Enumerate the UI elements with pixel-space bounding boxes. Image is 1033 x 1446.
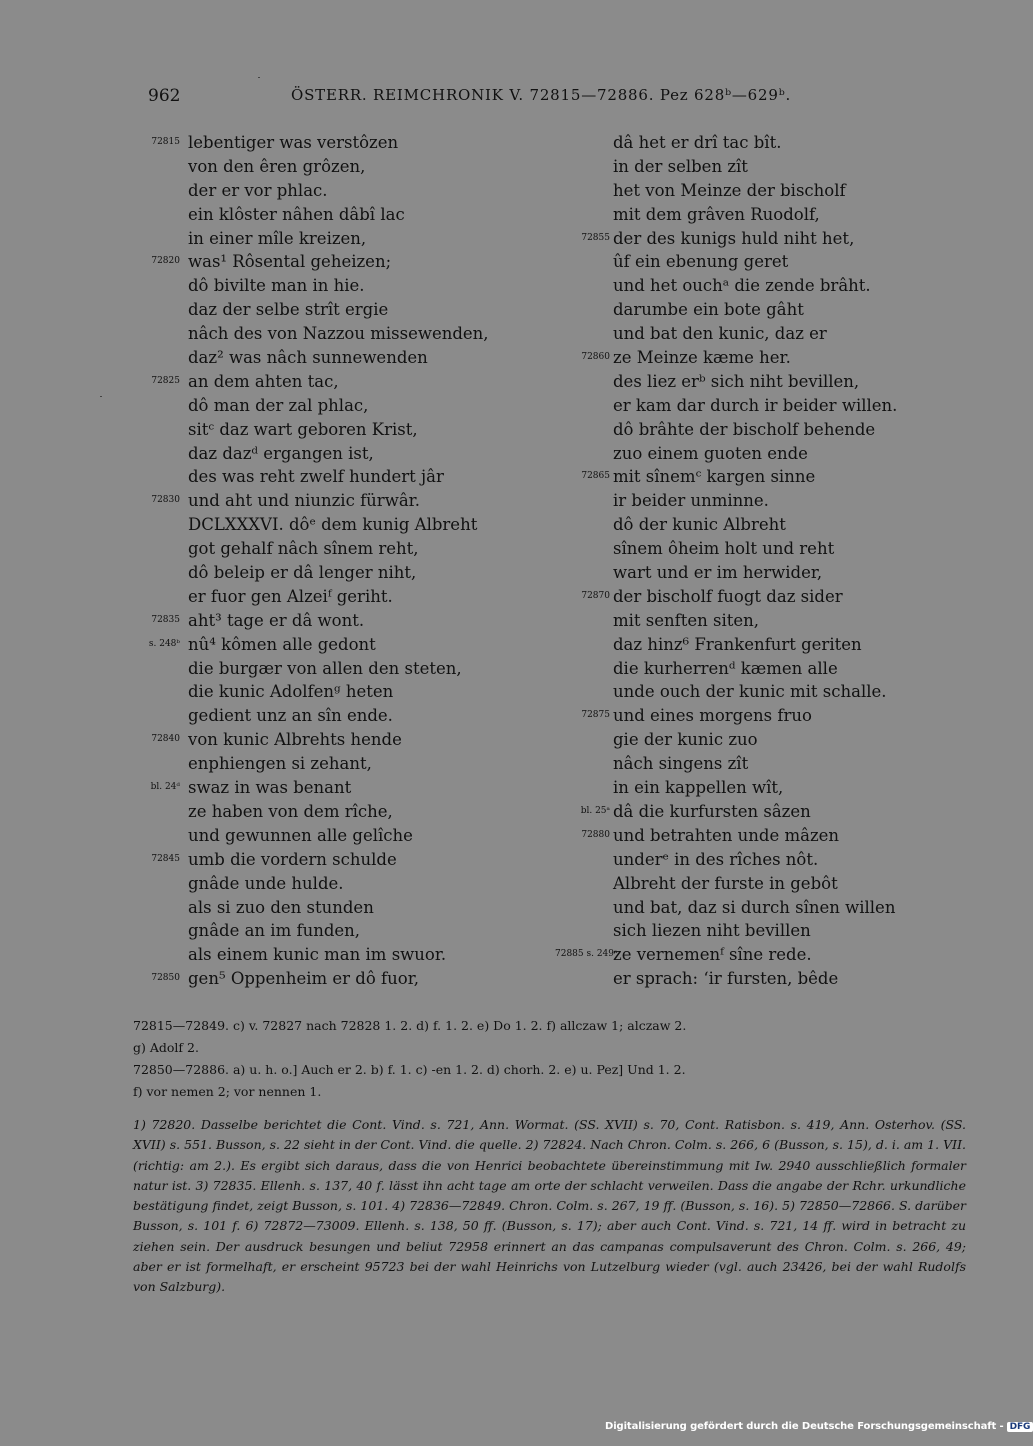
verse-text: aht³ tage er dâ wont. [188,610,365,630]
verse-line [130,322,560,346]
verse-line [130,346,560,370]
verse-text: DCLXXXVI. dôᵉ dem kunig Albreht [188,515,478,535]
verse-line [555,609,955,633]
verse-text: nû⁴ kômen alle gedont [188,634,376,654]
verse-line [130,752,560,776]
verse-line [555,943,955,967]
verse-line [130,848,560,872]
verse-line [130,800,560,824]
verse-line [555,465,955,489]
verse-line [555,800,955,824]
verse-text: die kunic Adolfenᵍ heten [188,682,394,702]
running-title: ÖSTERR. REIMCHRONIK V. 72815—72886. Pez 628ᵇ—629ᵇ. [291,86,792,104]
line-number: 72845 [151,853,180,864]
verse-text: und bat, daz si durch sînen willen [613,897,896,917]
verse-line [130,155,560,179]
verse-line [130,250,560,274]
verse-text: ze Meinze kæme her. [613,348,791,368]
verse-line [130,442,560,466]
verse-line [555,179,955,203]
verse-line [130,824,560,848]
verse-line [555,227,955,251]
verse-line [555,203,955,227]
verse-text: ein klôster nâhen dâbî lac [188,204,405,224]
verse-text: ze vernemenᶠ sîne rede. [613,945,812,965]
verse-line [555,585,955,609]
verse-text: dô man der zal phlac, [188,395,369,415]
verse-line [555,776,955,800]
verse-text: von den êren grôzen, [188,156,366,176]
verse-text: unde ouch der kunic mit schalle. [613,682,887,702]
verse-line [130,298,560,322]
verse-line [130,179,560,203]
verse-line [130,465,560,489]
variant-line: g) Adolf 2. [133,1040,199,1055]
line-number: 72835 [151,614,180,625]
verse-text: enphiengen si zehant, [188,754,372,774]
verse-text: der des kunigs huld niht het, [613,228,855,248]
verse-text: dô der kunic Albreht [613,515,786,535]
verse-text: wart und er im herwider, [613,563,823,583]
line-number: bl. 25ᵃ [580,805,610,816]
verse-text: des was reht zwelf hundert jâr [188,467,444,487]
verse-line [555,298,955,322]
verse-line [555,155,955,179]
verse-line [130,657,560,681]
verse-text: gie der kunic zuo [613,730,758,750]
verse-line [130,633,560,657]
verse-text: daz der selbe strît ergie [188,300,389,320]
verse-line [130,370,560,394]
verse-line [555,633,955,657]
verse-text: und aht und niunzic fürwâr. [188,491,420,511]
footnotes: 1) 72820. Dasselbe berichtet die Cont. Vind. s. 721, Ann. Wormat. (SS. XVII) s. 70, Cont. Ratisbon. s. 419, Ann. Osterhov. (SS. XVII) s. 551. Busson, s. 22 sieht in der Cont. Vind. die quelle. 2) 72824. Nach Chron. Colm. s. 266, 6 (Busson, s. 15), d. i. am 1. VII. (richtig: am 2.). Es ergibt sich daraus, dass die von Henrici beobachtete übereinstimmung mit Iw. 2940 ausschließlich formaler natur ist. 3) 72835. Ellenh. s. 137, 40 f. lässt ihn acht tage am orte der schlacht verweilen. Dass die angabe der Rchr. urkundliche bestätigung findet, zeigt Busson, s. 101. 4) 72836—72849. Chron. Colm. s. 267, 19 ff. (Busson, s. 16). 5) 72850—72866. S. darüber Busson, s. 101 f. 6) 72872—73009. Ellenh. s. 138, 50 ff. (Busson, s. 17); aber auch Cont. Vind. s. 721, 14 ff. wird in betracht zu ziehen sein. Der ausdruck besungen und beliut 72958 erinnert an das campanas compulsaverunt des Chron. Colm. s. 266, 49; aber er ist formelhaft, er erscheint 95723 bei der wahl Heinrichs von Lutzelburg wieder (vgl. auch 23426, bei der wahl Rudolfs von Salzburg). [133,1117,966,1295]
verse-text: sitᶜ daz wart geboren Krist, [188,419,418,439]
verse-text: mit dem grâven Ruodolf, [613,204,820,224]
right-column [555,131,955,991]
verse-line [555,489,955,513]
verse-text: nâch des von Nazzou missewenden, [188,324,489,344]
verse-text: dô brâhte der bischolf behende [613,419,876,439]
verse-line [130,943,560,967]
verse-text: got gehalf nâch sînem reht, [188,539,419,559]
verse-text: umb die vordern schulde [188,849,397,869]
scan-speck [258,77,260,78]
verse-line [555,824,955,848]
verse-line [555,250,955,274]
verse-line [130,274,560,298]
line-number: 72880 [581,829,610,840]
verse-text: gen⁵ Oppenheim er dô fuor, [188,969,420,989]
verse-line [555,513,955,537]
verse-line [130,776,560,800]
line-number: 72850 [151,973,180,984]
verse-text: sich liezen niht bevillen [613,921,811,941]
left-column [130,131,560,991]
verse-line [555,967,955,991]
verse-line [555,442,955,466]
verse-text: lebentiger was verstôzen [188,133,399,152]
verse-line [555,872,955,896]
verse-text: gnâde unde hulde. [188,873,344,893]
verse-text: des liez erᵇ sich niht bevillen, [613,371,860,391]
verse-line [130,513,560,537]
verse-text: der bischolf fuogt daz sider [613,586,843,606]
verse-text: dâ die kurfursten sâzen [613,801,811,821]
line-number: bl. 24ᵈ [150,782,180,793]
dfg-logo-icon: DFG [1007,1422,1033,1432]
verse-text: gedient unz an sîn ende. [188,706,393,726]
verse-line [555,561,955,585]
verse-line [555,896,955,920]
variant-readings [133,1015,968,1103]
verse-line [130,227,560,251]
verse-text: und gewunnen alle gelîche [188,825,413,845]
verse-text: als einem kunic man im swuor. [188,945,447,965]
verse-line [130,418,560,442]
verse-line [130,394,560,418]
verse-line [130,131,560,155]
verse-line [555,394,955,418]
verse-text: und het ouchᵃ die zende brâht. [613,276,871,296]
page-header [148,86,848,112]
verse-text: dô bivilte man in hie. [188,276,365,296]
verse-line [130,203,560,227]
verse-line [555,322,955,346]
verse-line [555,728,955,752]
verse-text: als si zuo den stunden [188,897,374,917]
verse-text: sînem ôheim holt und reht [613,539,835,559]
verse-line [130,919,560,943]
verse-line [130,680,560,704]
verse-line [130,728,560,752]
verse-text: underᵉ in des rîches nôt. [613,849,819,869]
line-number: 72875 [581,710,610,721]
verse-line [130,537,560,561]
verse-line [130,585,560,609]
verse-text: ir beider unminne. [613,491,769,511]
line-number: 72885 s. 249ᵃ [555,949,618,960]
verse-line [555,752,955,776]
verse-text: er kam dar durch ir beider willen. [613,395,898,415]
verse-text: mit senften siten, [613,610,760,630]
verse-text: ze haben von dem rîche, [188,801,393,821]
verse-text: in der selben zît [613,156,748,176]
line-number: s. 248ᵇ [148,638,180,649]
funding-text: Digitalisierung gefördert durch die Deutsche Forschungsgemeinschaft - [605,1421,1004,1432]
verse-line [130,896,560,920]
verse-text: in einer mîle kreizen, [188,228,367,248]
verse-text: gnâde an im funden, [188,921,361,941]
verse-line [555,131,955,155]
scan-speck [100,396,102,397]
line-number: 72870 [581,590,610,601]
verse-line [555,848,955,872]
verse-line [555,346,955,370]
verse-text: ûf ein ebenung geret [613,252,789,272]
line-number: 72815 [151,137,180,147]
verse-text: die kurherrenᵈ kæmen alle [613,658,838,678]
verse-line [130,704,560,728]
verse-text: daz hinz⁶ Frankenfurt geriten [613,634,862,654]
verse-line [555,919,955,943]
verse-line [555,274,955,298]
verse-text: het von Meinze der bischolf [613,180,846,200]
verse-text: und betrahten unde mâzen [613,825,840,845]
variant-line: f) vor nemen 2; vor nennen 1. [133,1084,322,1099]
verse-text: er sprach: ‘ir fursten, bêde [613,969,839,989]
verse-line [130,561,560,585]
verse-text: in ein kappellen wît, [613,778,784,798]
line-number: 72865 [581,471,610,482]
verse-line [130,489,560,513]
verse-line [555,418,955,442]
verse-line [555,680,955,704]
verse-text: an dem ahten tac, [188,371,339,391]
verse-line [555,537,955,561]
verse-line [555,657,955,681]
verse-text: die burgær von allen den steten, [188,658,462,678]
verse-text: daz² was nâch sunnewenden [188,348,428,368]
verse-text: dâ het er drî tac bît. [613,133,782,152]
verse-text: darumbe ein bote gâht [613,300,804,320]
verse-text: dô beleip er dâ lenger niht, [188,563,417,583]
line-number: 72825 [151,375,180,386]
verse-text: und bat den kunic, daz er [613,324,827,344]
funding-footer [605,1421,1033,1432]
variant-line: 72815—72849. c) v. 72827 nach 72828 1. 2. d) f. 1. 2. e) Do 1. 2. f) allczaw 1; alczaw 2. [133,1018,687,1033]
verse-text: swaz in was benant [188,778,352,798]
verse-text: mit sînemᶜ kargen sinne [613,467,816,487]
verse-text: nâch singens zît [613,754,749,774]
page-number: 962 [148,86,181,106]
verse-line [130,872,560,896]
verse-line [130,609,560,633]
verse-text: Albreht der furste in gebôt [613,873,838,893]
verse-text: was¹ Rôsental geheizen; [188,252,392,272]
variant-line: 72850—72886. a) u. h. o.] Auch er 2. b) f. 1. c) -en 1. 2. d) chorh. 2. e) u. Pez] Und 1. 2. [133,1062,686,1077]
line-number: 72840 [151,734,180,745]
verse-text: daz dazᵈ ergangen ist, [188,443,374,463]
verse-text: zuo einem guoten ende [613,443,808,463]
verse-text: er fuor gen Alzeiᶠ geriht. [188,586,393,606]
verse-text: von kunic Albrehts hende [188,730,402,750]
verse-line [130,967,560,991]
line-number: 72830 [151,495,180,506]
verse-text: und eines morgens fruo [613,706,812,726]
verse-text: der er vor phlac. [188,180,328,200]
line-number: 72860 [581,352,610,363]
line-number: 72855 [581,232,610,243]
line-number: 72820 [151,256,180,267]
verse-line [555,704,955,728]
verse-line [555,370,955,394]
